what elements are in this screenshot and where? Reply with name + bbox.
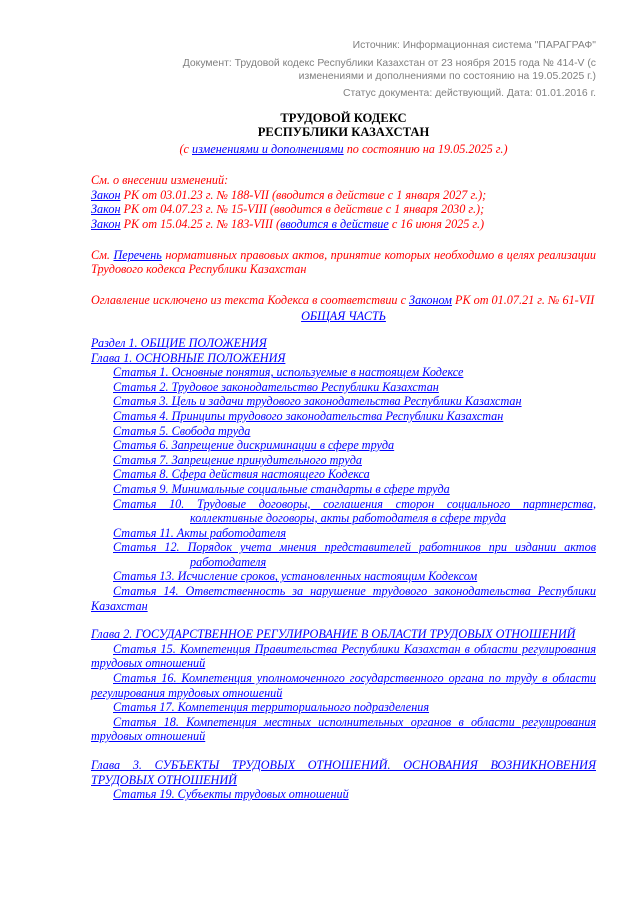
toc-article-link[interactable]: Статья 14. Ответственность за нарушение трудового законодательства Республики Казахстан [91, 584, 596, 613]
toc-article-item [91, 438, 596, 453]
toc-article-item [91, 569, 596, 584]
toc-article-link[interactable]: Статья 8. Сфера действия настоящего Кодекса [113, 467, 370, 482]
change-item [91, 188, 596, 203]
toc-article-link[interactable]: Статья 11. Акты работодателя [113, 525, 286, 540]
document-page [91, 0, 596, 802]
toc-article-item [91, 453, 596, 468]
status-line: Статус документа: действующий. Дата: 01.01.2016 г. [342, 88, 596, 100]
toc-article-item [91, 700, 596, 715]
document-title [91, 111, 596, 139]
change-text: с 16 июня 2025 г.) [388, 217, 485, 231]
general-part-link[interactable]: ОБЩАЯ ЧАСТЬ [301, 309, 386, 324]
toc-article-link[interactable]: Статья 4. Принципы трудового законодательства Республики Казахстан [113, 408, 504, 423]
toc-section-1[interactable]: Раздел 1. ОБЩИЕ ПОЛОЖЕНИЯ [91, 335, 267, 350]
title-line-2: РЕСПУБЛИКИ КАЗАХСТАН [257, 124, 430, 139]
toc-article-link[interactable]: Статья 3. Цель и задачи трудового законодательства Республики Казахстан [113, 394, 522, 409]
toc-article-link[interactable]: Статья 2. Трудовое законодательство Республики Казахстан [113, 379, 439, 394]
law-link[interactable]: Закон [91, 217, 121, 231]
toc-article-item [91, 467, 596, 482]
toc-article-link[interactable]: Статья 18. Компетенция местных исполнительных органов в области регулирования трудовых отношений [91, 714, 596, 744]
general-part-heading [91, 309, 596, 324]
toc-article-link[interactable]: Статья 6. Запрещение дискриминации в сфере труда [113, 438, 395, 453]
changes-block [91, 173, 596, 231]
toc-article-item [91, 526, 596, 541]
toc-article-link[interactable]: Статья 7. Запрещение принудительного труда [113, 452, 362, 467]
toc-article-item [91, 671, 596, 700]
toc-article-link[interactable]: Статья 17. Компетенция территориального подразделения [113, 700, 430, 715]
change-text: РК от 03.01.23 г. № 188-VII (вводится в действие с 1 января 2027 г.); [120, 187, 487, 202]
subtitle-text: (с [179, 141, 192, 156]
toc-article-link[interactable]: Статья 10. Трудовые договоры, соглашения сторон социального партнерства, коллективные договоры, акты работодателя в сфере труда [113, 496, 596, 526]
change-text: РК от 04.07.23 г. № 15-VIII (вводится в действие с 1 января 2030 г.); [120, 202, 485, 217]
toc-article-link[interactable]: Статья 9. Минимальные социальные стандарты в сфере труда [113, 481, 450, 496]
toc-article-item [91, 787, 596, 802]
change-item [91, 202, 596, 217]
change-item [91, 217, 596, 232]
source-line: Источник: Информационная система "ПАРАГРАФ" [352, 40, 596, 51]
note-text: РК от 01.07.21 г. № 61-VII [451, 292, 595, 307]
toc-article-item [91, 584, 596, 613]
toc-chapter-2[interactable]: Глава 2. ГОСУДАРСТВЕННОЕ РЕГУЛИРОВАНИЕ В ОБЛАСТИ ТРУДОВЫХ ОТНОШЕНИЙ [91, 627, 576, 642]
note-text: См. [91, 247, 114, 262]
title-line-1: ТРУДОВОЙ КОДЕКС [280, 110, 407, 125]
document-subtitle [91, 142, 596, 157]
toc-article-link[interactable]: Статья 12. Порядок учета мнения представителей работников при издании актов работодателя [113, 540, 596, 569]
toc-article-item [91, 715, 596, 744]
document-line: Документ: Трудовой кодекс Республики Казахстан от 23 ноября 2015 года № 414-V (с изменениями и дополнениями по состоянию на 19.05.2025 г.) [182, 58, 596, 82]
toc-note [91, 293, 596, 308]
law-link[interactable]: Закон [91, 202, 121, 217]
toc-article-item [91, 642, 596, 671]
note-text: Оглавление исключено из текста Кодекса в соответствии с [91, 292, 410, 307]
toc-article-link[interactable]: Статья 19. Субъекты трудовых отношений [113, 787, 349, 802]
toc-article-item [91, 540, 596, 569]
toc-article-item [91, 394, 596, 409]
toc-chapter-3[interactable]: Глава 3. СУБЪЕКТЫ ТРУДОВЫХ ОТНОШЕНИЙ. ОСНОВАНИЯ ВОЗНИКНОВЕНИЯ ТРУДОВЫХ ОТНОШЕНИЙ [91, 758, 596, 787]
see-list-note [91, 248, 596, 277]
toc-chapter-1[interactable]: Глава 1. ОСНОВНЫЕ ПОЛОЖЕНИЯ [91, 350, 286, 365]
toc-article-link[interactable]: Статья 1. Основные понятия, используемые в настоящем Кодексе [113, 365, 464, 380]
toc-article-item [91, 409, 596, 424]
toc-article-link[interactable]: Статья 13. Исчисление сроков, установленных настоящим Кодексом [113, 569, 478, 584]
amendments-link[interactable]: изменениями и дополнениями [192, 141, 344, 156]
list-link[interactable]: Перечень [113, 247, 162, 262]
toc-article-item [91, 424, 596, 439]
toc-article-item [91, 482, 596, 497]
toc-article-item [91, 365, 596, 380]
law-link[interactable]: Законом [409, 292, 452, 307]
note-text: нормативных правовых актов, принятие которых необходимо в целях реализации Трудового кодекса Республики Казахстан [91, 247, 596, 277]
toc-article-link[interactable]: Статья 5. Свобода труда [113, 423, 251, 438]
law-link[interactable]: Закон [91, 187, 121, 202]
toc-article-link[interactable]: Статья 16. Компетенция уполномоченного государственного органа по труду в области регулирования трудовых отношений [91, 671, 596, 700]
changes-heading: См. о внесении изменений: [91, 173, 229, 188]
enforcement-link[interactable]: вводится в действие [280, 217, 389, 231]
subtitle-text: по состоянию на 19.05.2025 г.) [343, 141, 508, 156]
toc-article-item [91, 380, 596, 395]
change-text: РК от 15.04.25 г. № 183-VIII ( [120, 217, 281, 231]
toc-article-item [91, 497, 596, 526]
toc-article-link[interactable]: Статья 15. Компетенция Правительства Республики Казахстан в области регулирования трудовых отношений [91, 641, 596, 671]
table-of-contents [91, 336, 596, 802]
